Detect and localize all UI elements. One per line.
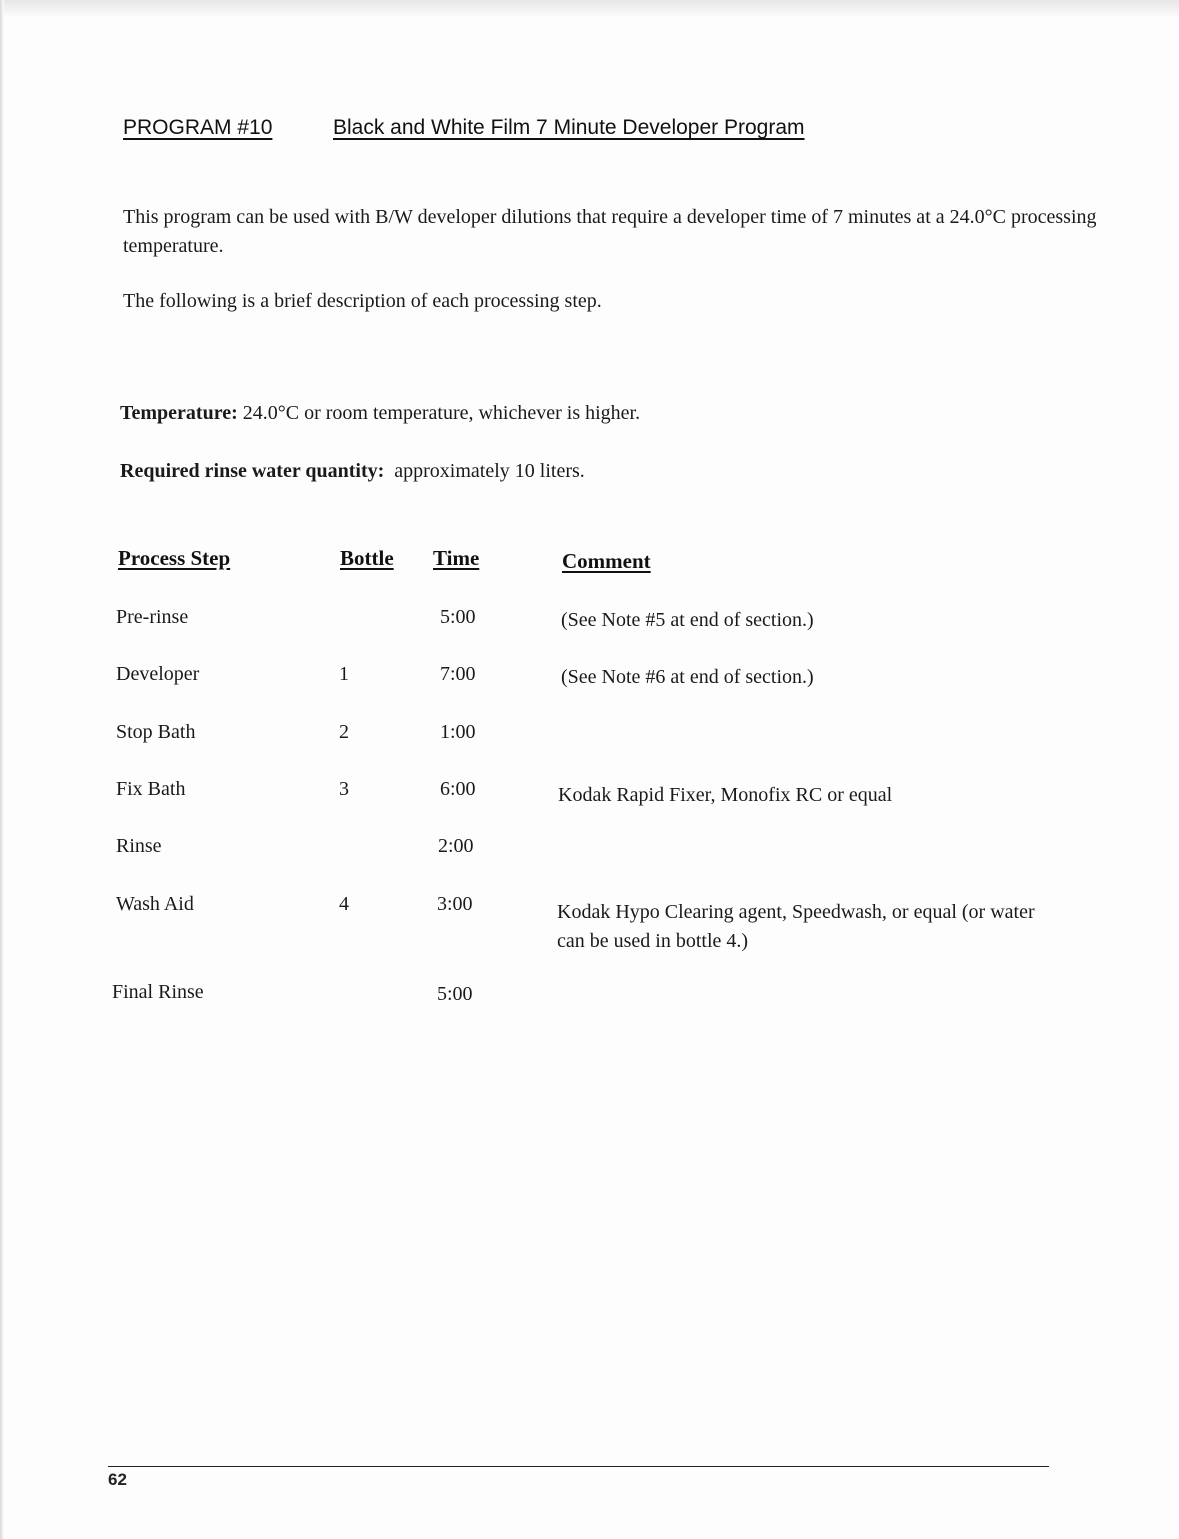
time-cell: 5:00 <box>440 606 476 628</box>
time-cell: 2:00 <box>438 835 474 857</box>
bottle-cell: 4 <box>339 893 349 915</box>
column-header-comment: Comment <box>562 549 651 573</box>
process-step-cell: Developer <box>116 663 200 685</box>
time-cell: 1:00 <box>440 721 476 743</box>
table-row <box>0 603 1179 663</box>
table-row <box>0 775 1179 835</box>
description-lead-paragraph: The following is a brief description of each processing step. <box>123 290 602 312</box>
comment-cell: Kodak Rapid Fixer, Monofix RC or equal <box>558 784 893 806</box>
column-header-time: Time <box>433 546 480 570</box>
scan-edge-top <box>0 0 1179 16</box>
temperature-value: 24.0°C or room temperature, whichever is higher. <box>242 402 641 424</box>
table-row <box>0 978 1179 1038</box>
program-number-heading: PROGRAM #10 <box>123 116 273 139</box>
process-step-cell: Pre-rinse <box>116 606 189 628</box>
process-step-cell: Fix Bath <box>116 778 186 800</box>
footer-rule <box>108 1466 1049 1467</box>
time-cell: 5:00 <box>437 983 473 1005</box>
time-cell: 6:00 <box>440 778 476 800</box>
rinse-water-spec <box>120 460 585 483</box>
temperature-spec <box>120 402 640 425</box>
program-title-heading: Black and White Film 7 Minute Developer Program <box>333 116 805 139</box>
bottle-cell: 2 <box>339 721 349 743</box>
process-step-cell: Final Rinse <box>112 981 204 1003</box>
rinse-water-value: approximately 10 liters. <box>394 460 585 482</box>
process-step-cell: Stop Bath <box>116 721 196 743</box>
rinse-water-label: Required rinse water quantity: <box>120 460 385 482</box>
intro-paragraph: This program can be used with B/W developer dilutions that require a developer time of 7 minutes at a 24.0°C processing temperature. <box>123 206 1097 257</box>
bottle-cell: 3 <box>339 778 349 800</box>
column-header-bottle: Bottle <box>340 546 394 570</box>
process-step-cell: Wash Aid <box>116 893 194 915</box>
page-number: 62 <box>108 1470 127 1489</box>
column-header-process-step: Process Step <box>118 546 231 570</box>
time-cell: 3:00 <box>437 893 473 915</box>
comment-cell: (See Note #6 at end of section.) <box>561 666 814 688</box>
comment-cell: (See Note #5 at end of section.) <box>561 609 814 631</box>
process-step-cell: Rinse <box>116 835 162 857</box>
table-row <box>0 890 1179 970</box>
table-row <box>0 718 1179 778</box>
bottle-cell: 1 <box>339 663 349 685</box>
table-row <box>0 832 1179 892</box>
comment-cell: Kodak Hypo Clearing agent, Speedwash, or equal (or water can be used in bottle 4.) <box>557 901 1035 952</box>
temperature-label: Temperature: <box>120 402 238 424</box>
table-row <box>0 660 1179 720</box>
time-cell: 7:00 <box>440 663 476 685</box>
